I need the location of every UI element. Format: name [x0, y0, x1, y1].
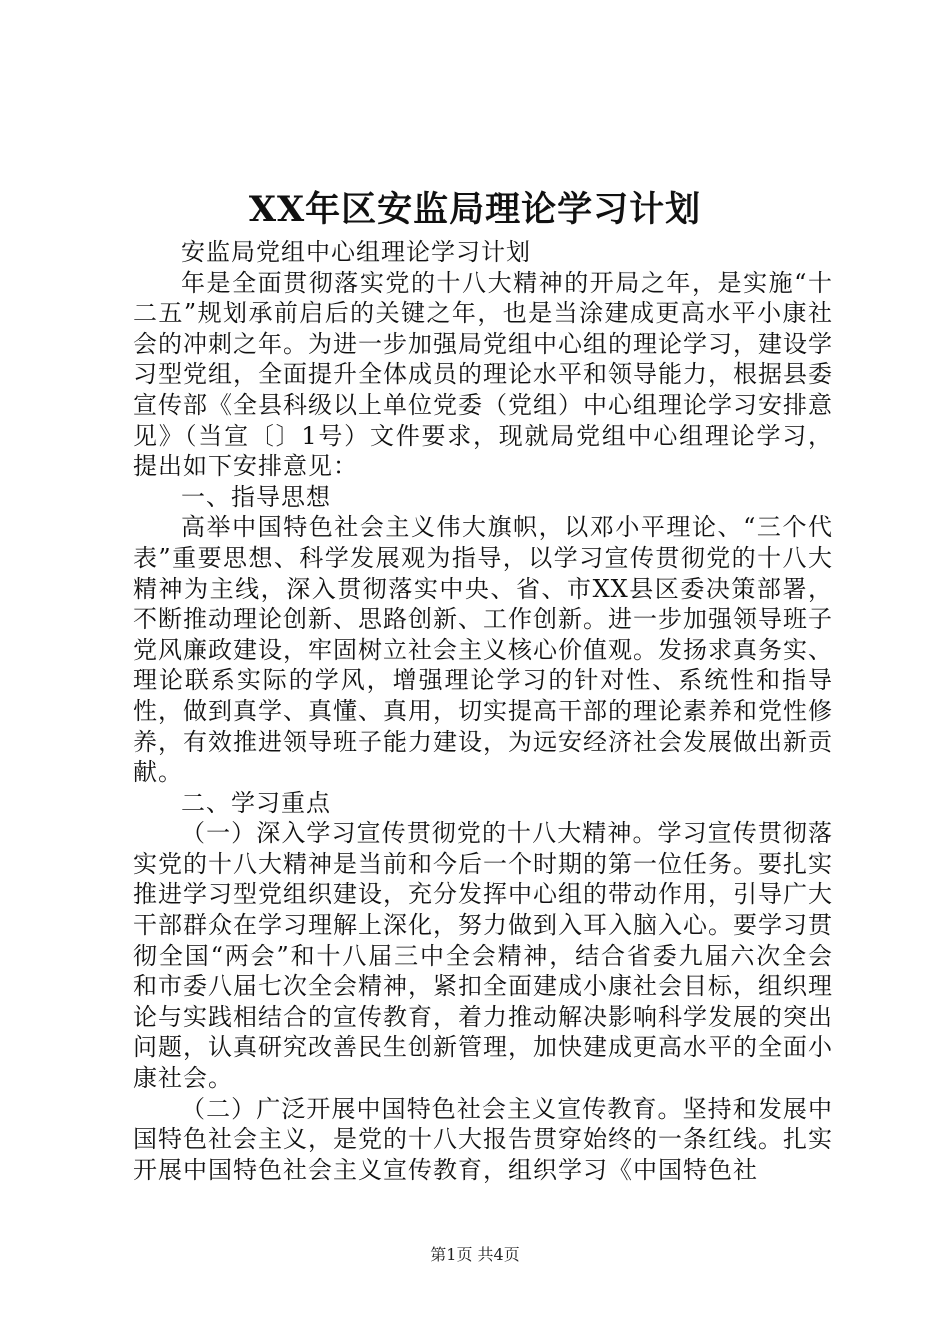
document-body: [133, 237, 833, 1185]
study-focus-paragraph-1: （一）深入学习宣传贯彻党的十八大精神。学习宣传贯彻落实党的十八大精神是当前和今后一个时期的第一位任务。要扎实推进学习型党组织建设，充分发挥中心组的带动作用，引导广大干部群众在学习理解上深化，努力做到入耳入脑入心。要学习贯彻全国“两会”和十八届三中全会精神，结合省委九届六次全会和市委八届七次全会精神，紧扣全面建成小康社会目标，组织理论与实践相结合的宣传教育，着力推动解决影响科学发展的突出问题，认真研究改善民生创新管理，加快建成更高水平的全面小康社会。: [133, 819, 833, 1093]
section-heading-guiding-ideology: 一、指导思想: [181, 482, 331, 511]
intro-paragraph: 年是全面贯彻落实党的十八大精神的开局之年，是实施“十二五”规划承前启后的关键之年，也是当涂建成更高水平小康社会的冲刺之年。为进一步加强局党组中心组的理论学习，建设学习型党组，全面提升全体成员的理论水平和领导能力，根据县委宣传部《全县科级以上单位党委（党组）中心组理论学习安排意见》（当宣〔〕1号）文件要求，现就局党组中心组理论学习，提出如下安排意见：: [133, 268, 833, 481]
subtitle-paragraph: 安监局党组中心组理论学习计划: [181, 238, 531, 266]
study-focus-paragraph-2: （二）广泛开展中国特色社会主义宣传教育。坚持和发展中国特色社会主义，是党的十八大报告贯穿始终的一条红线。扎实开展中国特色社会主义宣传教育，组织学习《中国特色社: [133, 1094, 833, 1184]
section-heading-study-focus: 二、学习重点: [181, 788, 331, 817]
document-title: XX年区安监局理论学习计划: [248, 189, 702, 230]
guiding-ideology-paragraph: 高举中国特色社会主义伟大旗帜，以邓小平理论、“三个代表”重要思想、科学发展观为指导，以学习宣传贯彻党的十八大精神为主线，深入贯彻落实中央、省、市XX县区委决策部署，不断推动理论创新、思路创新、工作创新。进一步加强领导班子党风廉政建设，牢固树立社会主义核心价值观。发扬求真务实、理论联系实际的学风，增强理论学习的针对性、系统性和指导性，做到真学、真懂、真用，切实提高干部的理论素养和党性修养，有效推进领导班子能力建设，为远安经济社会发展做出新贡献。: [133, 513, 833, 787]
page-footer: 第1页 共4页: [430, 1245, 520, 1264]
